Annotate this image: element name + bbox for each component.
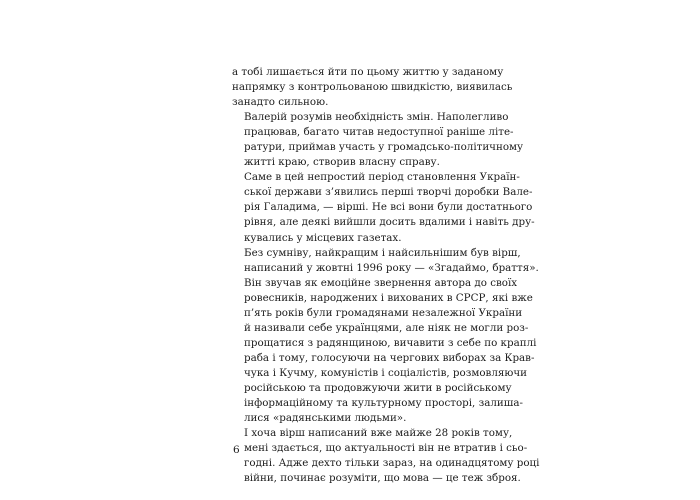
text-line: написаний у жовтні 1996 року — «Згадаймо, браття». xyxy=(244,261,539,274)
page-number: 6 xyxy=(233,444,240,456)
text-line: війни, починає розуміти, що мова — це теж зброя. xyxy=(244,472,521,485)
text-line: рівня, але деякі вийшли досить вдалими і навіть дру- xyxy=(244,216,535,229)
text-line: російською та продовжуючи жити в російському xyxy=(244,381,512,394)
paragraph xyxy=(232,170,535,245)
text-line: а тобі лишається йти по цьому життю у заданому xyxy=(232,66,504,78)
paragraph xyxy=(232,246,539,427)
text-line: кувались у місцевих газетах. xyxy=(244,231,402,244)
text-line: напрямку з контрольованою швидкістю, виявилась xyxy=(232,81,513,94)
text-line: рія Галадима, — вірші. Не всі вони були достатнього xyxy=(244,201,533,214)
text-line: І хоча вірш написаний вже майже 28 років тому, xyxy=(244,427,513,440)
text-line: житті краю, створив власну справу. xyxy=(244,156,440,169)
text-line: Саме в цей непростий період становлення Україн- xyxy=(244,171,520,184)
text-line: Без сумніву, найкращим і найсильнішим був вірш, xyxy=(244,246,521,259)
paragraph xyxy=(232,65,513,110)
text-line: ровесників, народжених і вихованих в СРСР, які вже xyxy=(244,291,533,304)
text-line: ратури, приймав участь у громадсько-політичному xyxy=(244,141,524,154)
paragraph xyxy=(232,426,540,486)
paragraph xyxy=(232,110,524,170)
text-line: п’ять років були громадянами незалежної України xyxy=(244,306,523,319)
text-line: Він звучав як емоційне звернення автора до своїх xyxy=(244,276,518,289)
text-line: й називали себе українцями, але ніяк не могли роз- xyxy=(244,321,529,334)
text-line: прощатися з радянщиною, вичавити з себе по краплі xyxy=(244,336,537,349)
text-line: ської держави з’явились перші творчі доробки Вале- xyxy=(244,186,533,199)
text-line: інформаційному та культурному просторі, залиша- xyxy=(244,397,523,410)
body-text xyxy=(232,65,540,486)
text-line: годні. Адже дехто тільки зараз, на одинадцятому році xyxy=(244,457,540,470)
text-line: раба і тому, голосуючи на чергових виборах за Крав- xyxy=(244,351,535,364)
text-line: лися «радянськими людьми». xyxy=(244,412,407,425)
text-line: мені здається, що актуальності він не втратив і сьо- xyxy=(244,442,528,455)
text-line: чука і Кучму, комуністів і соціалістів, розмовляючи xyxy=(244,366,528,379)
text-line: Валерій розумів необхідність змін. Наполегливо xyxy=(244,111,509,124)
text-line: працював, багато читав недоступної раніше літе- xyxy=(244,126,514,139)
text-line: занадто сильною. xyxy=(232,96,329,109)
